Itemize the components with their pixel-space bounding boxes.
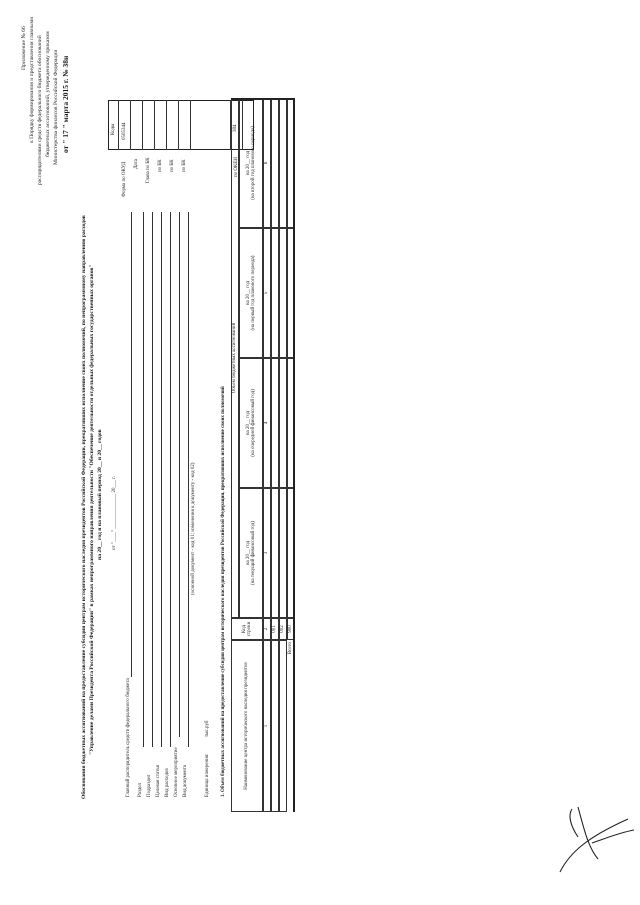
num-6: 6 (263, 98, 271, 228)
total-label: Всего (288, 642, 294, 655)
th-year-current-sub: (на текущий финансовый год) (251, 521, 256, 585)
row-001-v2 (271, 358, 279, 488)
row-002-v4 (279, 98, 287, 228)
th-year-plan1-year: на 20__ год (245, 280, 251, 306)
row-002-code: 002 (279, 618, 287, 640)
total-code: 900 (287, 618, 295, 640)
title-line-1: Обоснования бюджетных ассигнований на предоставление субсидии центрам исторического наследия президентов Российской Федерации, прекративших исполнение своих полномочий, по непрограммному направлению расходов (81, 215, 87, 799)
bk-label-1: по БК (158, 159, 163, 172)
th-year-current-year: на 20__ год (245, 540, 251, 566)
okei-value: 384 (233, 124, 238, 132)
date-label: Дата (134, 159, 139, 169)
th-year-plan2-year: на 20__ год (245, 150, 251, 176)
title-line-2: "Управление делами Президента Российской Федерации" в рамках непрограммного направления деятельности "Обеспечение деятельности отдельных федеральных государственных органов" (89, 264, 95, 755)
row-002-v2 (279, 358, 287, 488)
field-main-activity: Основное мероприятие (174, 747, 179, 797)
field-section: Раздел (138, 782, 143, 797)
th-year-current (239, 488, 263, 618)
th-year-plan2 (239, 98, 263, 228)
appendix-order-line: от " 17 " марта 2015 г. № 38н (61, 55, 70, 153)
table-bottom-edge (293, 98, 295, 812)
num-3: 3 (263, 488, 271, 618)
th-year-next (239, 358, 263, 488)
title-line-3: на 20__ год и на плановый период 20__ и 20__ годов (97, 429, 103, 560)
unit-value: тыс.руб (205, 720, 210, 737)
field-expense-type: Вид расходов (165, 768, 170, 797)
row-002-v3 (279, 228, 287, 358)
okud-value: 0505344 (122, 122, 127, 140)
table-right-edge (231, 98, 295, 100)
signature-mark (548, 802, 638, 877)
row-001-v1 (271, 488, 279, 618)
num-4: 4 (263, 358, 271, 488)
th-year-plan2-sub: (на второй год планового периода) (251, 126, 256, 200)
field-target-item: Целевая статья (156, 765, 161, 797)
appendix-line-5: Министерства финансов Российской Федерации (53, 49, 59, 165)
bk-label-3: по БК (182, 159, 187, 172)
field-chief-manager: Главный распорядитель средств федерального бюджета (126, 678, 131, 797)
date-line: от "____" ______________ 20___ г. (112, 476, 117, 550)
doc-type-hint: (основной документ - код 01; изменения к документу - код 02) (191, 462, 196, 595)
bk-label-2: по БК (170, 159, 175, 172)
field-subsection: Подраздел (147, 774, 152, 797)
field-doc-type: Вид документа (183, 764, 188, 797)
num-1: 1 (263, 640, 271, 812)
th-year-next-sub: (на очередной финансовый год) (251, 389, 256, 457)
th-year-plan1-sub: (на первый год планового периода) (251, 255, 256, 331)
num-2: 2 (263, 618, 271, 640)
row-002-name (279, 640, 287, 812)
th-group: Объем бюджетных ассигнований (231, 98, 239, 618)
appendix-line-3: распорядителями средств федерального бюджета обоснований (37, 35, 43, 185)
row-001-v4 (271, 98, 279, 228)
okud-label: Форма по ОКУД (122, 161, 127, 197)
section-title: 1. Объем бюджетных ассигнований на предоставление субсидии центрам исторического наследия президентов Российской Федерации, прекративших исполнение своих полномочий (221, 386, 226, 797)
codes-header: Коды (111, 123, 116, 135)
th-code: Код строки (231, 618, 263, 640)
row-001-name (271, 640, 279, 812)
th-year-next-year: на 20__ год (245, 410, 251, 436)
th-year-plan1 (239, 228, 263, 358)
row-001-code: 001 (271, 618, 279, 640)
row-001-v3 (271, 228, 279, 358)
appendix-line-2: к Порядку формирования и представления главными (29, 16, 35, 143)
row-002-v1 (279, 488, 287, 618)
gl-bk-label: Глава по БК (146, 157, 151, 183)
appendix-line-4: бюджетных ассигнований, утвержденному приказом (45, 31, 51, 157)
num-5: 5 (263, 228, 271, 358)
appendix-line-1: Приложение № 66 (21, 26, 27, 70)
unit-label: Единица измерения: (205, 753, 210, 797)
okei-label: по ОКЕИ (234, 156, 239, 177)
th-name: Наименование центра исторического наследия президентов (231, 640, 263, 812)
